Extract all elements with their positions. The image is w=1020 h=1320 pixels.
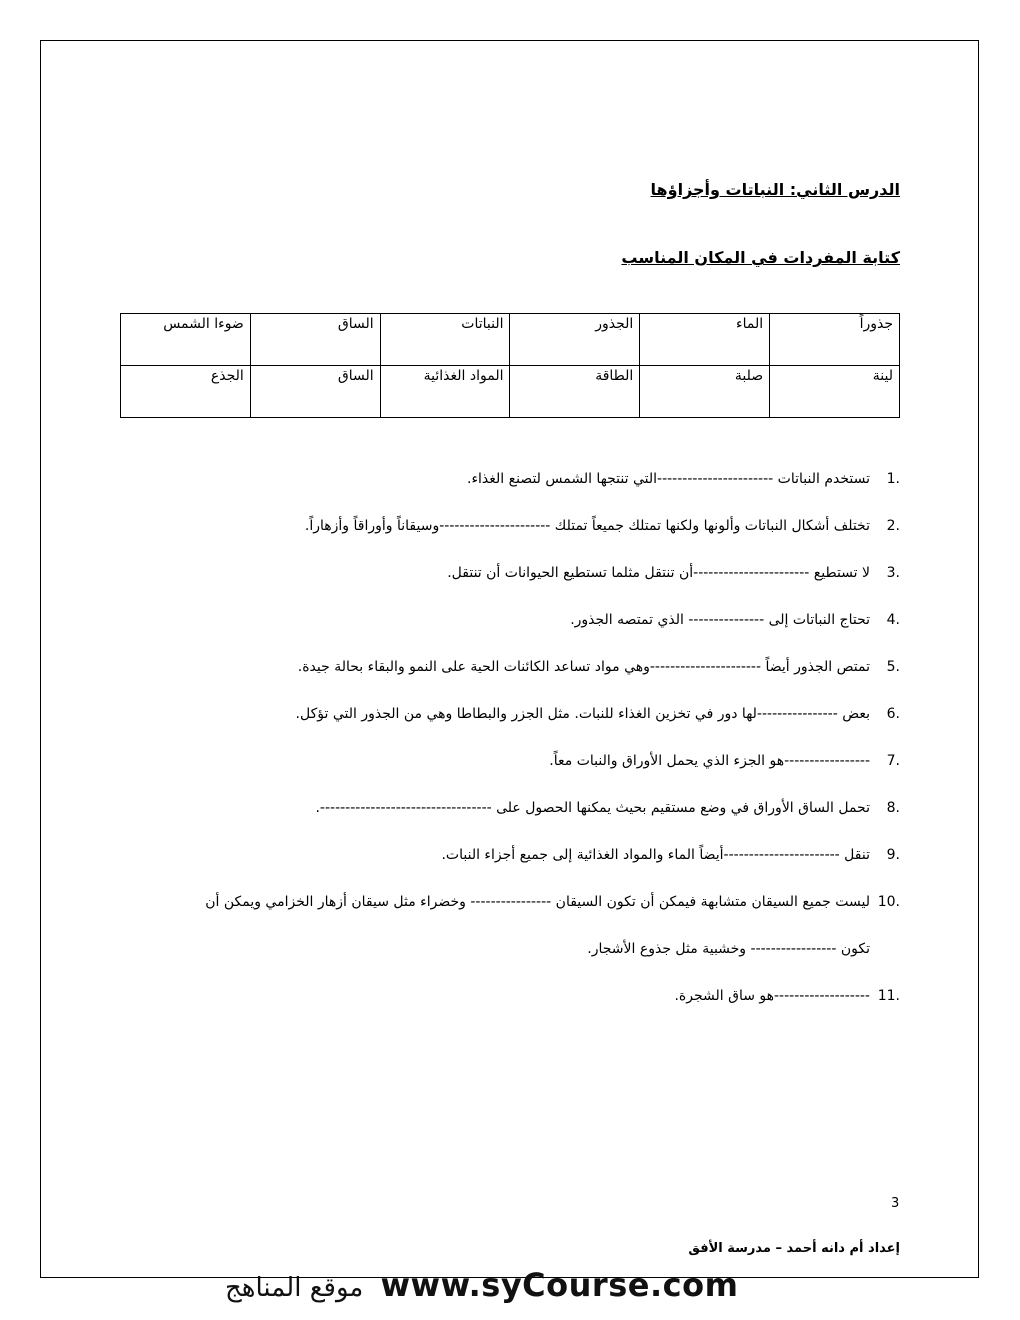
- word-cell: الماء: [640, 314, 770, 366]
- section-title: كتابة المفردات في المكان المناسب: [621, 248, 900, 267]
- question-number: 7.: [886, 753, 900, 769]
- word-cell: الساق: [250, 366, 380, 418]
- word-bank-table: [120, 313, 900, 418]
- question-item: [120, 559, 900, 606]
- question-item: [120, 982, 900, 1029]
- word-cell: الساق: [250, 314, 380, 366]
- word-cell: المواد الغذائية: [380, 366, 510, 418]
- question-item: [120, 747, 900, 794]
- question-number: 11.: [877, 988, 900, 1004]
- question-number: 6.: [886, 706, 900, 722]
- word-cell: الجذع: [121, 366, 251, 418]
- question-item: [120, 794, 900, 841]
- question-number: 8.: [886, 800, 900, 816]
- question-item: [120, 888, 900, 935]
- site-watermark: [225, 1266, 785, 1306]
- question-number: 9.: [886, 847, 900, 863]
- question-item: [120, 841, 900, 888]
- question-continuation: [120, 935, 900, 982]
- question-text: تختلف أشكال النباتات وألونها ولكنها تمتلك جميعاً تمتلك ----------------------وسيقاناً وأوراقاً وأزهاراً.: [304, 518, 870, 534]
- question-text: تحمل الساق الأوراق في وضع مستقيم بحيث يمكنها الحصول على ----------------------------------.: [315, 800, 870, 816]
- word-cell: جذوراً: [770, 314, 900, 366]
- question-number: 1.: [886, 471, 900, 487]
- footer-credit: إعداد أم دانه أحمد – مدرسة الأفق: [688, 1241, 900, 1256]
- word-cell: ضوءا الشمس: [121, 314, 251, 366]
- question-text: -------------------هو ساق الشجرة.: [674, 988, 870, 1004]
- watermark-url: www.syCourse.com: [380, 1266, 739, 1304]
- word-bank-row: [121, 314, 900, 366]
- questions-list: [120, 465, 900, 1029]
- question-item: [120, 653, 900, 700]
- word-cell: صلبة: [640, 366, 770, 418]
- question-number: 4.: [886, 612, 900, 628]
- question-text: تنقل -----------------------أيضاً الماء والمواد الغذائية إلى جميع أجزاء النبات.: [441, 847, 870, 863]
- question-text: لا تستطيع -----------------------أن تنتقل مثلما تستطيع الحيوانات أن تنتقل.: [447, 565, 870, 581]
- question-text: تستخدم النباتات -----------------------التي تنتجها الشمس لتصنع الغذاء.: [467, 471, 870, 487]
- lesson-title: الدرس الثاني: النباتات وأجزاؤها: [650, 180, 900, 199]
- watermark-site-name: موقع المناهج: [225, 1273, 364, 1303]
- word-bank-row: [121, 366, 900, 418]
- question-text: بعض ----------------لها دور في تخزين الغذاء للنبات. مثل الجزر والبطاطا وهي من الجذور التي تؤكل.: [295, 706, 870, 722]
- question-number: 3.: [886, 565, 900, 581]
- question-text: تحتاج النباتات إلى --------------- الذي تمتصه الجذور.: [570, 612, 870, 628]
- question-item: [120, 700, 900, 747]
- question-item: [120, 465, 900, 512]
- page-number: 3: [891, 1196, 900, 1211]
- word-cell: لينة: [770, 366, 900, 418]
- question-text: -----------------هو الجزء الذي يحمل الأوراق والنبات معاً.: [549, 753, 870, 769]
- question-number: 2.: [886, 518, 900, 534]
- word-cell: الطاقة: [510, 366, 640, 418]
- question-number: 10.: [877, 894, 900, 910]
- question-item: [120, 512, 900, 559]
- question-number: 5.: [886, 659, 900, 675]
- word-cell: النباتات: [380, 314, 510, 366]
- question-text: ليست جميع السيقان متشابهة فيمكن أن تكون السيقان ---------------- وخضراء مثل سيقان أزهار الخزامي ويمكن أن: [205, 894, 870, 910]
- question-item: [120, 606, 900, 653]
- question-text: تكون ----------------- وخشبية مثل جذوع الأشجار.: [587, 941, 870, 957]
- question-text: تمتص الجذور أيضاً ----------------------وهي مواد تساعد الكائنات الحية على النمو والبقاء بحالة جيدة.: [297, 659, 870, 675]
- word-cell: الجذور: [510, 314, 640, 366]
